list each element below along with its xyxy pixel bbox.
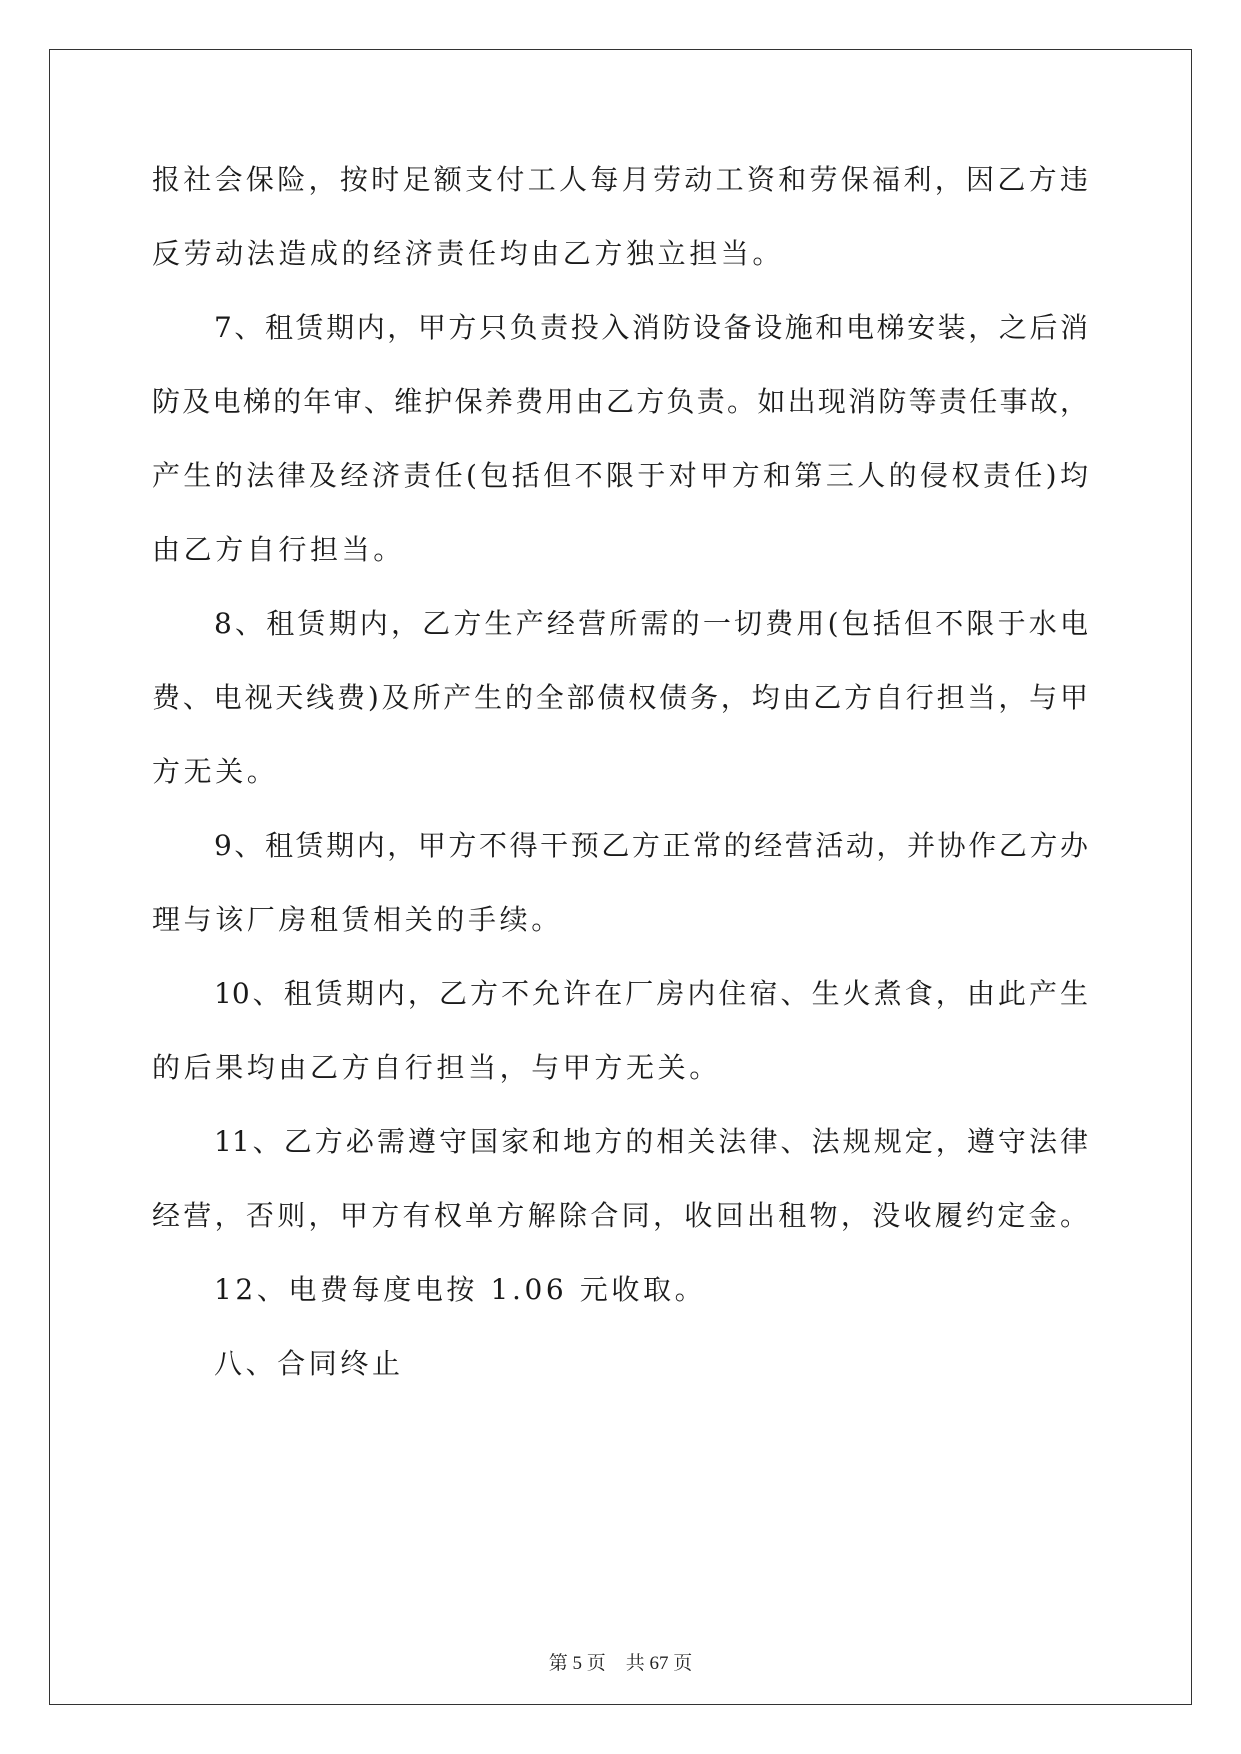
- text-line: 理与该厂房租赁相关的手续。: [152, 903, 563, 936]
- clause-7-line: 7、租赁期内，甲方只负责投入消防设备设施和电梯安装，之后消: [214, 311, 1088, 344]
- page-footer: [0, 1648, 1241, 1675]
- text-line: 产生的法律及经济责任(包括但不限于对甲方和第三人的侵权责任)均: [152, 459, 1088, 492]
- text-line: 报社会保险，按时足额支付工人每月劳动工资和劳保福利，因乙方违: [152, 163, 1088, 196]
- clause-8-line: 8、租赁期内，乙方生产经营所需的一切费用(包括但不限于水电: [214, 607, 1088, 640]
- clause-11-line: 11、乙方必需遵守国家和地方的相关法律、法规规定，遵守法律: [214, 1125, 1088, 1158]
- section-heading: 八、合同终止: [214, 1347, 404, 1380]
- clause-9-line: 9、租赁期内，甲方不得干预乙方正常的经营活动，并协作乙方办: [214, 829, 1088, 862]
- page-border: [49, 49, 1192, 1705]
- text-line: 的后果均由乙方自行担当，与甲方无关。: [152, 1051, 721, 1084]
- page-total: 共 67 页: [625, 1653, 693, 1674]
- text-line: 费、电视天线费)及所产生的全部债权债务，均由乙方自行担当，与甲: [152, 681, 1088, 714]
- clause-12-line: 12、电费每度电按 1.06 元收取。: [214, 1273, 707, 1306]
- text-line: 反劳动法造成的经济责任均由乙方独立担当。: [152, 237, 785, 270]
- text-line: 方无关。: [152, 755, 279, 788]
- clause-10-line: 10、租赁期内，乙方不允许在厂房内住宿、生火煮食，由此产生: [214, 977, 1088, 1010]
- text-line: 防及电梯的年审、维护保养费用由乙方负责。如出现消防等责任事故，: [152, 385, 1088, 418]
- text-line: 由乙方自行担当。: [152, 533, 405, 566]
- page-number: 第 5 页: [548, 1653, 606, 1674]
- text-line: 经营，否则，甲方有权单方解除合同，收回出租物，没收履约定金。: [152, 1199, 1088, 1232]
